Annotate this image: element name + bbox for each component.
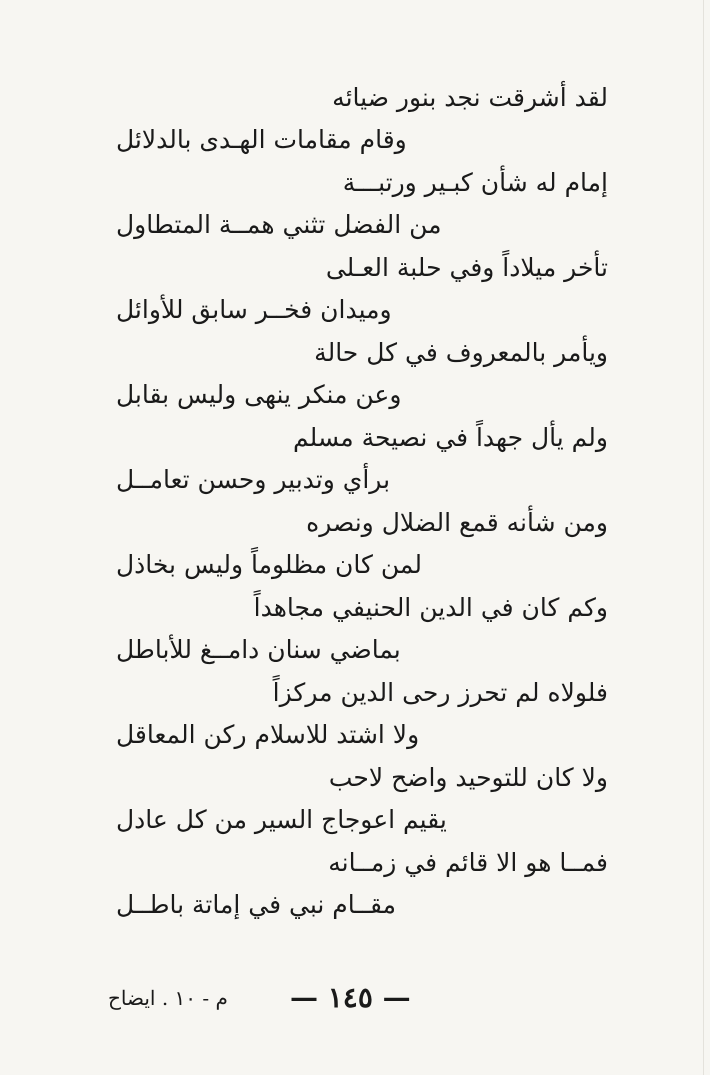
- verse-line: وميدان فخــر سابق للأوائل: [116, 295, 392, 324]
- verse-line: ولا كان للتوحيد واضح لاحب: [328, 763, 608, 792]
- verse-line: إمام له شأن كبـير ورتبـــة: [342, 168, 608, 197]
- verse-line: من الفضل تثني همــة المتطاول: [116, 210, 442, 239]
- page-number: — ١٤٥ —: [290, 981, 411, 1014]
- verse-line: ولا اشتد للاسلام ركن المعاقل: [116, 720, 420, 749]
- verse-line: وعن منكر ينهى وليس بقابل: [116, 380, 402, 409]
- page-edge: [703, 0, 704, 1075]
- verse-line: لمن كان مظلوماً وليس بخاذل: [116, 550, 422, 579]
- verse-line: يقيم اعوجاج السير من كل عادل: [116, 805, 447, 834]
- verse-line: وقام مقامات الهـدى بالدلائل: [116, 125, 407, 154]
- verse-line: برأي وتدبير وحسن تعامــل: [116, 465, 391, 494]
- verse-line: مقــام نبي في إماتة باطــل: [116, 890, 397, 919]
- verse-line: ومن شأنه قمع الضلال ونصره: [306, 508, 608, 537]
- verse-line: لقد أشرقت نجد بنور ضيائه: [332, 83, 608, 112]
- verse-line: تأخر ميلاداً وفي حلبة العـلى: [325, 253, 608, 282]
- verse-line: فمــا هو الا قائم في زمــانه: [328, 848, 608, 877]
- verse-line: فلولاه لم تحرز رحى الدين مركزاً: [272, 678, 608, 707]
- verse-line: وكم كان في الدين الحنيفي مجاهداً: [253, 593, 608, 622]
- verse-line: ولم يأل جهداً في نصيحة مسلم: [293, 423, 608, 452]
- verse-line: بماضي سنان دامــغ للأباطل: [116, 635, 401, 664]
- verse-line: ويأمر بالمعروف في كل حالة: [314, 338, 608, 367]
- signature-mark: م - ١٠ . ايضاح: [108, 986, 228, 1010]
